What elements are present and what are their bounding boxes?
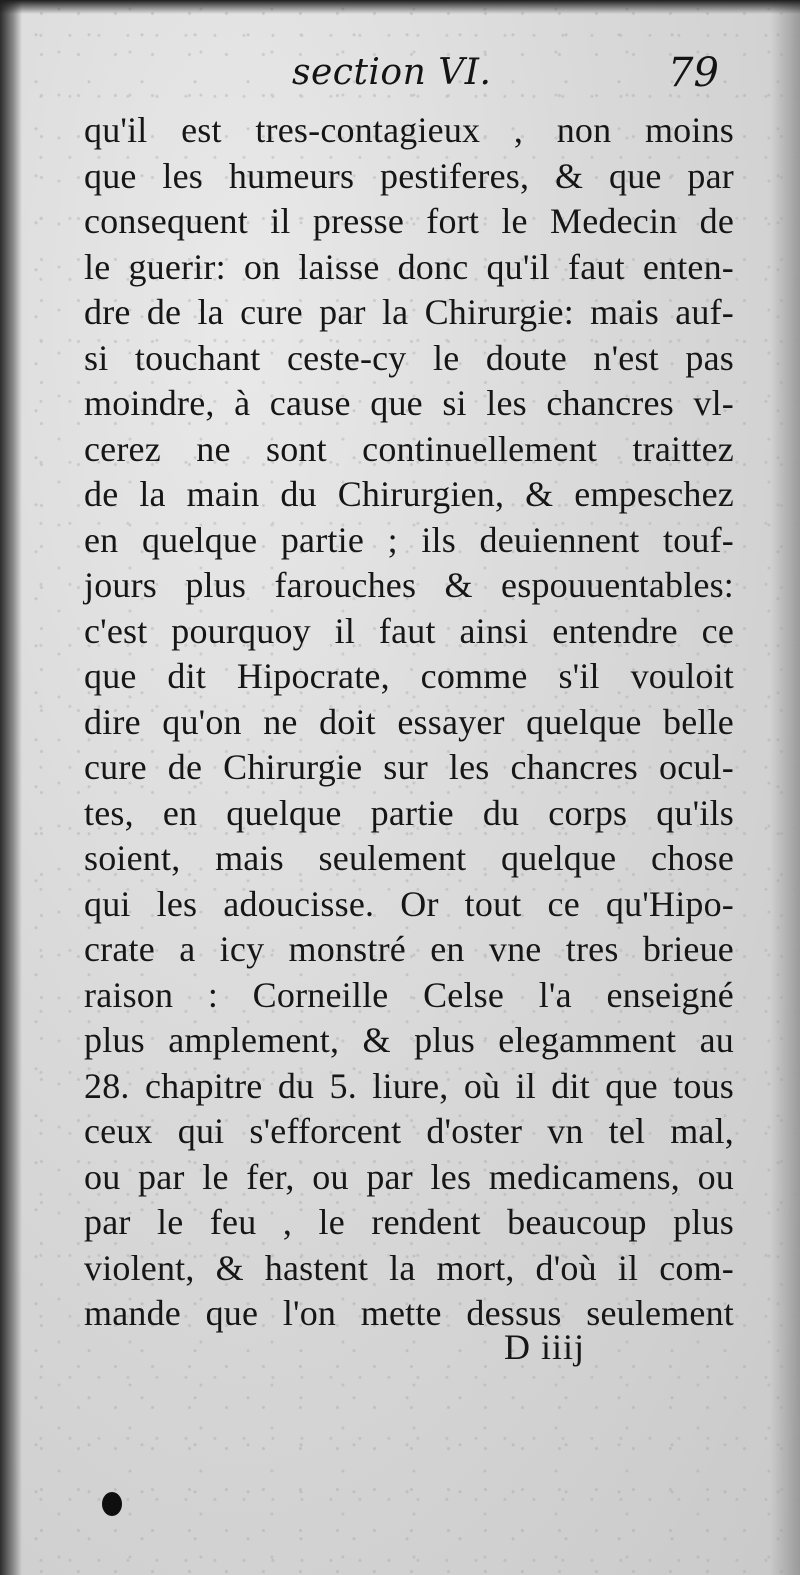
text-line: tes, en quelque partie du corps qu'ils: [84, 792, 734, 833]
text-line: ou par le fer, ou par les medicamens, ou: [84, 1156, 734, 1197]
ink-blot: [102, 1492, 122, 1516]
text-line: mande que l'on mette dessus seulement: [84, 1293, 734, 1333]
signature-mark: D iiij: [504, 1327, 586, 1367]
text-line: c'est pourquoy il faut ainsi entendre ce: [84, 610, 734, 651]
page-header: [0, 52, 800, 102]
page-edge-top: [0, 0, 800, 14]
text-line: consequent il presse fort le Medecin de: [84, 201, 734, 241]
text-line: de la main du Chirurgien, & empeschez: [84, 474, 734, 514]
text-line: par le feu , le rendent beaucoup plus: [84, 1202, 734, 1242]
running-title: section VI.: [292, 52, 492, 93]
text-line: jours plus farouches & espouuentables:: [84, 565, 734, 605]
text-line: dre de la cure par la Chirurgie: mais auf-: [84, 292, 734, 332]
page-edge-left: [0, 0, 22, 1575]
text-line: cure de Chirurgie sur les chancres ocul-: [84, 747, 734, 787]
text-line: que dit Hipocrate, comme s'il vouloit: [84, 656, 734, 696]
text-line: ceux qui s'efforcent d'oster vn tel mal,: [84, 1111, 734, 1151]
text-line: en quelque partie ; ils deuiennent touf-: [84, 519, 734, 560]
text-line: qui les adoucisse. Or tout ce qu'Hipo-: [84, 883, 734, 924]
body-text: [84, 108, 734, 1337]
text-line: dire qu'on ne doit essayer quelque belle: [84, 701, 734, 742]
text-line: le guerir: on laisse donc qu'il faut enten-: [84, 246, 734, 287]
text-line: qu'il est tres-contagieux , non moins: [84, 110, 734, 150]
page-edge-right: [770, 0, 800, 1575]
text-line: cerez ne sont continuellement traittez: [84, 428, 734, 469]
text-line: soient, mais seulement quelque chose: [84, 838, 734, 878]
text-line: 28. chapitre du 5. liure, où il dit que tous: [84, 1065, 734, 1106]
text-line: si touchant ceste-cy le doute n'est pas: [84, 337, 734, 378]
text-line: raison : Corneille Celse l'a enseigné: [84, 974, 734, 1015]
text-line: moindre, à cause que si les chancres vl-: [84, 383, 734, 423]
text-line: violent, & hastent la mort, d'où il com-: [84, 1247, 734, 1288]
text-line: crate a icy monstré en vne tres brieue: [84, 929, 734, 969]
text-line: plus amplement, & plus elegamment au: [84, 1020, 734, 1060]
text-line: que les humeurs pestiferes, & que par: [84, 155, 734, 196]
page-number: 79: [668, 50, 719, 96]
